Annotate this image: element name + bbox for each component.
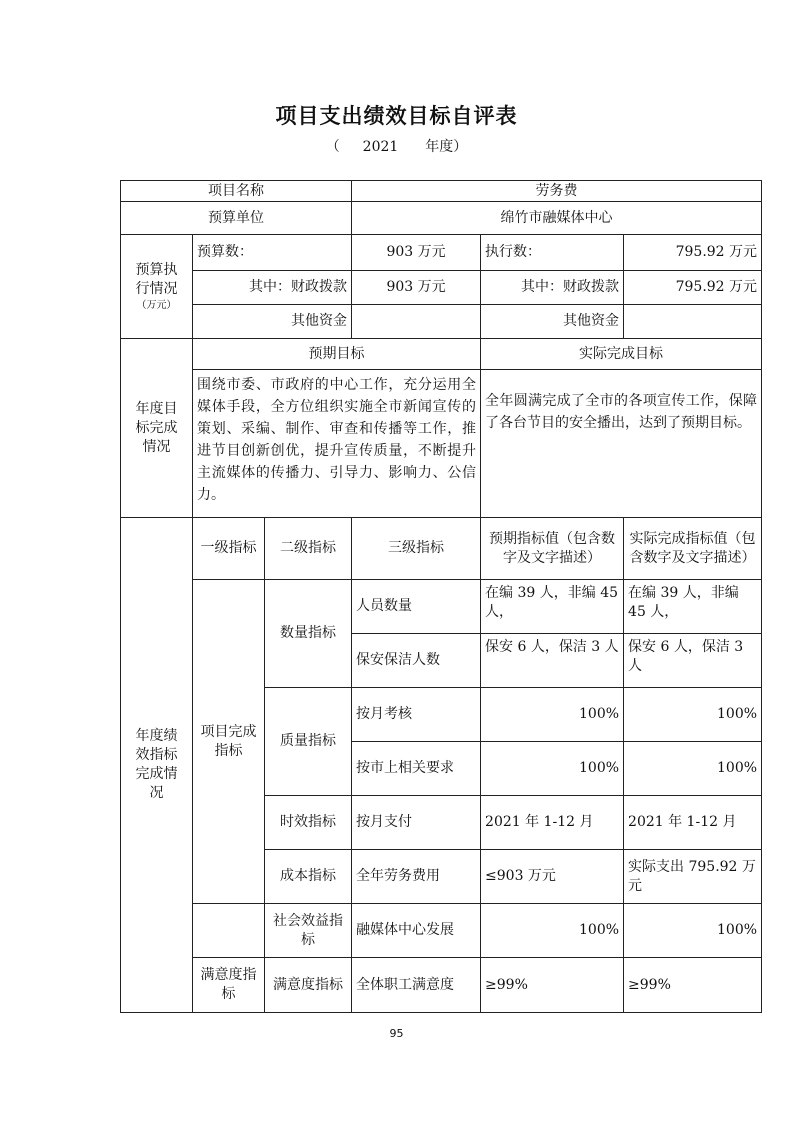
row-name: 按月考核 — [352, 688, 481, 742]
fiscal-exec-label: 其中：财政拨款 — [481, 271, 624, 305]
table-row — [121, 305, 762, 339]
row-name: 全体职工满意度 — [352, 958, 481, 1013]
cost-indicator-label: 成本指标 — [265, 850, 352, 904]
expected-value-header: 预期指标值（包含数字及文字描述） — [481, 518, 624, 580]
row-expected: 在编 39 人，非编 45 人， — [481, 580, 624, 634]
table-row — [121, 580, 762, 634]
annual-goal-label: 年度目标完成情况 — [135, 400, 178, 455]
expected-goal-text: 围绕市委、市政府的中心工作，充分运用全媒体手段，全方位组织实施全市新闻宣传的策划、采编、制作、审查和传播等工作，推进节目创新创优，提升宣传质量，不断提升主流媒体的传播力、引导力、影响力、公信力。 — [193, 370, 481, 518]
satisfaction-level2-label: 满意度指标 — [265, 958, 352, 1013]
executed-amount-value: 795.92 万元 — [624, 235, 762, 271]
table-row — [121, 958, 762, 1013]
other-funds-label: 其他资金 — [193, 305, 352, 339]
row-actual: 2021 年 1-12 月 — [624, 796, 762, 850]
row-name: 全年劳务费用 — [352, 850, 481, 904]
table-row — [121, 370, 762, 518]
expected-goal-header: 预期目标 — [193, 339, 481, 370]
table-row — [121, 339, 762, 370]
annual-goal-section — [121, 339, 193, 518]
fiscal-exec-value: 795.92 万元 — [624, 271, 762, 305]
row-expected: 2021 年 1-12 月 — [481, 796, 624, 850]
social-level1-empty — [193, 904, 265, 958]
level1-header: 一级指标 — [193, 518, 265, 580]
row-actual: 保安 6 人，保洁 3 人 — [624, 634, 762, 688]
row-name: 按市上相关要求 — [352, 742, 481, 796]
table-row — [121, 235, 762, 271]
project-name-value: 劳务费 — [352, 181, 762, 202]
subtitle-suffix: 年度） — [425, 139, 468, 155]
page-number: 95 — [389, 1027, 404, 1040]
row-actual: 实际支出 795.92 万元 — [624, 850, 762, 904]
row-name: 保安保洁人数 — [352, 634, 481, 688]
row-expected: 保安 6 人，保洁 3 人 — [481, 634, 624, 688]
row-expected: ≤903 万元 — [481, 850, 624, 904]
other-funds-exec — [624, 305, 762, 339]
table-row — [121, 904, 762, 958]
fiscal-budget-value: 903 万元 — [352, 271, 481, 305]
row-name: 人员数量 — [352, 580, 481, 634]
quantity-indicator-label: 数量指标 — [265, 580, 352, 688]
subtitle-year: 2021 — [362, 139, 399, 155]
row-expected: 100% — [481, 742, 624, 796]
budget-unit-label: 预算单位 — [121, 202, 352, 235]
timeliness-indicator-label: 时效指标 — [265, 796, 352, 850]
indicators-label: 年度绩效指标完成情况 — [135, 728, 178, 801]
row-actual: 100% — [624, 688, 762, 742]
row-expected: 100% — [481, 904, 624, 958]
executed-amount-label: 执行数： — [481, 235, 624, 271]
budget-execution-label: 预算执行情况 — [135, 261, 178, 297]
row-actual: 100% — [624, 742, 762, 796]
budget-unit-value: 绵竹市融媒体中心 — [352, 202, 762, 235]
table-row — [121, 518, 762, 580]
budget-execution-section — [121, 235, 193, 339]
level2-header: 二级指标 — [265, 518, 352, 580]
project-completion-label: 项目完成指标 — [193, 580, 265, 904]
subtitle-open: （ — [325, 139, 340, 155]
quality-indicator-label: 质量指标 — [265, 688, 352, 796]
row-expected: 100% — [481, 688, 624, 742]
row-actual: 在编 39 人，非编 45 人， — [624, 580, 762, 634]
evaluation-table — [120, 180, 762, 1013]
row-expected: ≥99% — [481, 958, 624, 1013]
project-name-label: 项目名称 — [121, 181, 352, 202]
actual-goal-header: 实际完成目标 — [481, 339, 762, 370]
fiscal-budget-label: 其中：财政拨款 — [193, 271, 352, 305]
other-funds-exec-label: 其他资金 — [481, 305, 624, 339]
satisfaction-level1-label: 满意度指标 — [193, 958, 265, 1013]
table-row — [121, 202, 762, 235]
social-indicator-label: 社会效益指标 — [265, 904, 352, 958]
budget-amount-value: 903 万元 — [352, 235, 481, 271]
row-name: 融媒体中心发展 — [352, 904, 481, 958]
row-actual: ≥99% — [624, 958, 762, 1013]
table-row — [121, 181, 762, 202]
row-name: 按月支付 — [352, 796, 481, 850]
budget-amount-label: 预算数： — [193, 235, 352, 271]
level3-header: 三级指标 — [352, 518, 481, 580]
document-title: 项目支出绩效目标自评表 — [275, 103, 518, 128]
other-funds-budget — [352, 305, 481, 339]
document-subtitle — [0, 136, 793, 156]
actual-goal-text: 全年圆满完成了全市的各项宣传工作，保障了各台节目的安全播出，达到了预期目标。 — [481, 370, 762, 518]
indicators-section — [121, 518, 193, 1013]
row-actual: 100% — [624, 904, 762, 958]
budget-execution-unit: （万元） — [136, 299, 177, 311]
table-row — [121, 271, 762, 305]
actual-value-header: 实际完成指标值（包含数字及文字描述） — [624, 518, 762, 580]
